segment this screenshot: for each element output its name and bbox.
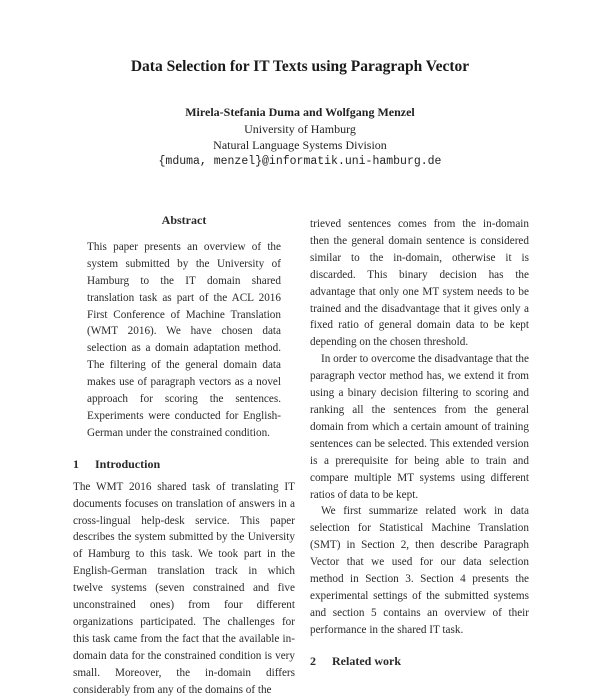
paper-title: Data Selection for IT Texts using Paragraph Vector	[130, 58, 470, 75]
author-block	[0, 104, 600, 170]
abstract-text: This paper presents an overview of the system submitted by the University of Hamburg to the IT domain shared translation task as part of the ACL 2016 First Conference of Machine Translation (WMT 2016). We have chosen data selection as a domain adaptation method. The filtering of the general domain data makes use of paragraph vectors as a novel approach for scoring the sentences. Experiments were conducted for English-German under the constrained condition.	[87, 240, 281, 439]
author-email: {mduma, menzel}@informatik.uni-hamburg.de	[158, 154, 442, 168]
section-1-title: Introduction	[95, 456, 161, 471]
section-2-heading	[310, 653, 529, 670]
section-2-number: 2	[310, 653, 316, 668]
affiliation-division: Natural Language Systems Division	[213, 138, 387, 152]
paragraph-extension: In order to overcome the disadvantage that the paragraph vector method has, we extend it from using a binary decision filtering to scoring and ranking all the sentences from the general domain from which a certain amount of training sentences can be selected. This extended version is a prerequisite for being able to train and compare multiple MT systems using different ratios of data to be kept.	[310, 353, 529, 501]
section-2-title: Related work	[332, 653, 401, 668]
section-1-number: 1	[73, 456, 79, 471]
affiliation-university: University of Hamburg	[244, 121, 356, 136]
left-column	[73, 212, 295, 698]
paragraph-continued: trieved sentences comes from the in-domain then the general domain sentence is considered similar to the in-domain, otherwise it is discarded. This binary decision has the advantage that only one MT system needs to be trained and the disadvantage that it gives only a fixed ratio of general domain data to be kept depending on the chosen threshold.	[310, 218, 529, 349]
author-names: Mirela-Stefania Duma and Wolfgang Menzel	[185, 105, 415, 119]
abstract-heading: Abstract	[161, 213, 207, 227]
paragraph-outline: We first summarize related work in data selection for Statistical Machine Translation (SMT) in Section 2, then describe Paragraph Vector that we used for our data selection method in Section 3. Section 4 presents the experimental settings of the submitted systems and section 5 contains an overview of their performance in the shared IT task.	[310, 505, 529, 636]
right-column	[310, 216, 529, 676]
introduction-text: The WMT 2016 shared task of translating IT documents focuses on translation of answers in a cross-lingual help-desk service. This paper describes the system submitted by the University of Hamburg to this task. We took part in the English-German translation track in which twelve systems (seven constrained and five unconstrained ones) from four different organizations participated. The challenges for this task came from the fact that the available in-domain data for the constrained condition is very small. Moreover, the in-domain differs considerably from any of the domains of the	[73, 480, 295, 696]
section-1-heading	[73, 456, 295, 473]
